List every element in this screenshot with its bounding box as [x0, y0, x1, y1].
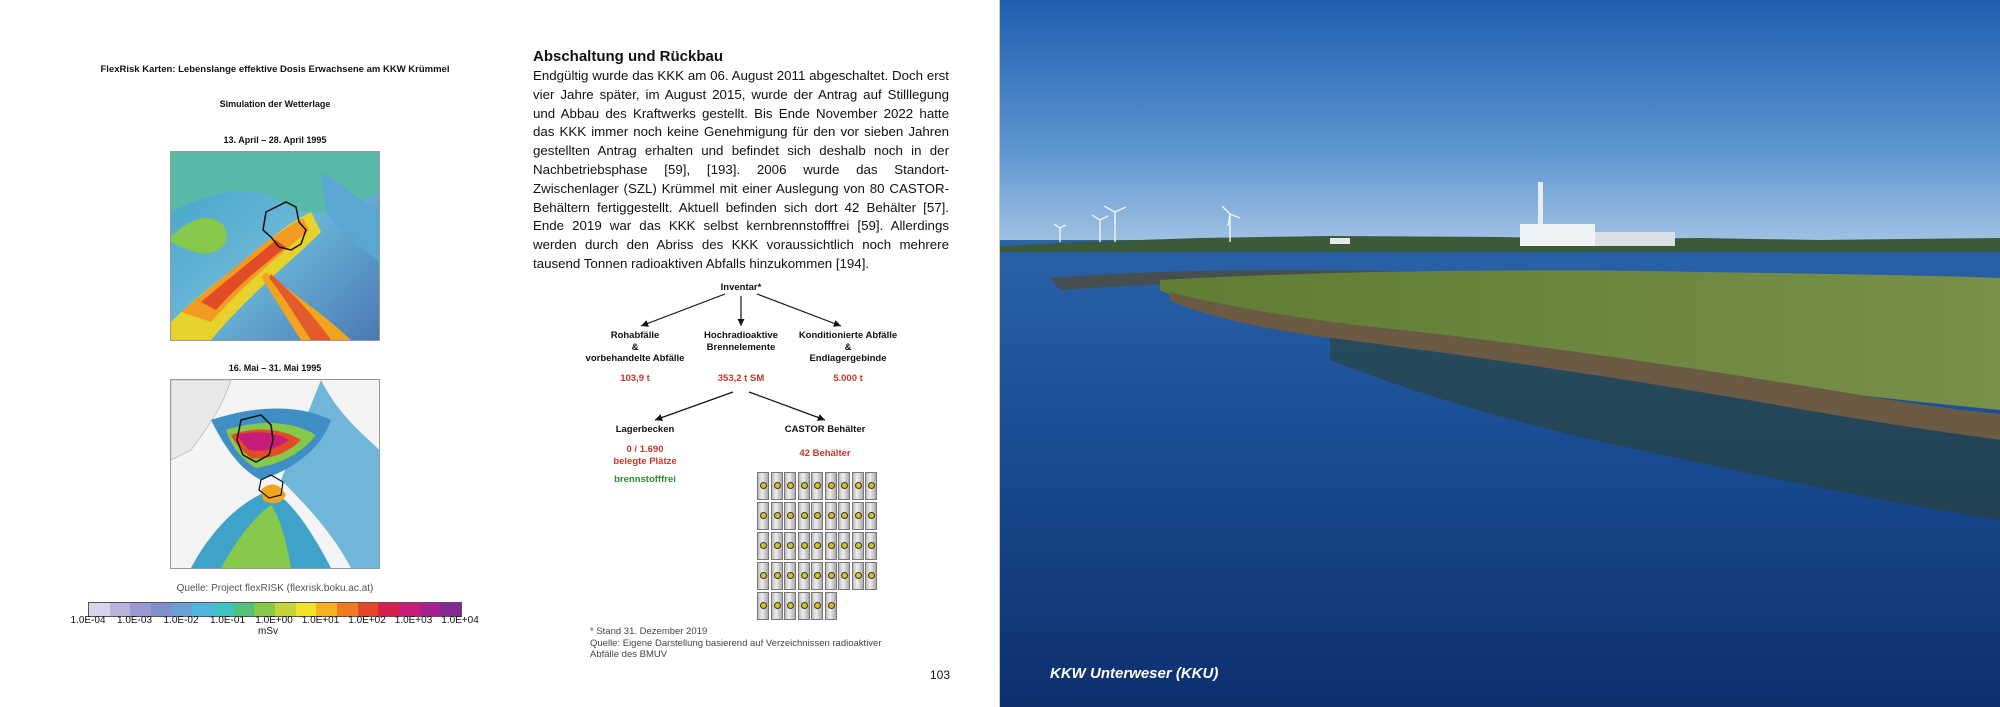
castor-cask-icon [757, 592, 769, 620]
castor-cask-icon [798, 532, 810, 560]
legend-tick-label: 1.0E-02 [163, 615, 199, 626]
cask-row [757, 472, 889, 500]
legend-ticks [68, 615, 488, 625]
legend-tick-label: 1.0E-04 [70, 615, 106, 626]
castor-cask-icon [757, 562, 769, 590]
map-panel-title: FlexRisk Karten: Lebenslange effektive Dosis Erwachsene am KKW Krümmel [100, 64, 450, 75]
castor-cask-icon [757, 472, 769, 500]
castor-cask-icon [852, 472, 864, 500]
legend-tick-label: 1.0E+03 [394, 615, 433, 626]
castor-cask-icon [865, 562, 877, 590]
diagram-branch-fuel: Hochradioaktive Brennelemente [704, 330, 778, 353]
inventory-diagram [585, 280, 905, 670]
castor-cask-icon [784, 592, 796, 620]
castor-cask-icon [784, 502, 796, 530]
legend-unit: mSv [258, 626, 278, 637]
castor-cask-icon [811, 592, 823, 620]
castor-cask-icon [757, 532, 769, 560]
castor-cask-icon [811, 532, 823, 560]
dose-map-april [170, 151, 380, 341]
map-source: Quelle: Project flexRISK (flexrisk.boku.ac.at) [176, 583, 374, 594]
castor-cask-icon [852, 502, 864, 530]
castor-cask-icon [771, 562, 783, 590]
castor-cask-icon [838, 472, 850, 500]
photo-caption: KKW Unterweser (KKU) [1050, 665, 1219, 682]
castor-cask-icon [771, 502, 783, 530]
castor-cask-icon [811, 502, 823, 530]
castor-cask-icon [757, 502, 769, 530]
castor-cask-icon [784, 562, 796, 590]
castor-cask-icon [825, 502, 837, 530]
castor-cask-icon [798, 502, 810, 530]
map-panel-subtitle: Simulation der Wetterlage [219, 99, 331, 109]
diagram-root: Inventar* [720, 282, 762, 293]
article-body: Endgültig wurde das KKK am 06. August 2011 abgeschaltet. Doch erst vier Jahre später, im August 2015, wurde der Antrag auf Stilllegung und Abbau des Kraftwerks gestellt. Bis Ende November 2022 hatte das KKK immer noch keine Genehmigung für den vor sieben Jahren gestellten Antrag erhalten und befindet sich deshalb noch in der Nachbetriebsphase [59], [193]. 2006 wurde das Standort-Zwischenlager (SZL) Krümmel mit einer Auslegung von 80 CASTOR-Behältern fertiggestellt. Aktuell befinden sich dort 42 Behälter [57]. Ende 2019 war das KKK selbst kernbrennstofffrei [59]. Allerdings werden durch den Abriss des KKK voraussichtlich noch mehrere tausend Tonnen radioaktiven Abfalls hinzukommen [194]. [533, 68, 949, 271]
castor-cask-icon [852, 532, 864, 560]
page-number: 103 [930, 668, 951, 682]
footnote-source: Quelle: Eigene Darstellung basierend auf Verzeichnissen radioaktiver Abfälle des BMUV [590, 637, 882, 660]
diagram-branch-fuel-value: 353,2 t SM [717, 373, 765, 384]
castor-cask-icon [798, 562, 810, 590]
castor-cask-icon [825, 562, 837, 590]
legend-tick-label: 1.0E-03 [116, 615, 153, 626]
castor-cask-icon [852, 562, 864, 590]
castor-cask-icon [865, 502, 877, 530]
castor-cask-icon [784, 472, 796, 500]
legend-tick-label: 1.0E+00 [255, 615, 293, 626]
castor-cask-grid [757, 472, 889, 622]
legend-tick-label: 1.0E+04 [441, 615, 479, 626]
footnote-date: * Stand 31. Dezember 2019 [590, 626, 708, 637]
castor-cask-icon [838, 562, 850, 590]
castor-cask-icon [865, 532, 877, 560]
diagram-branch-conditioned-value: 5.000 t [833, 373, 863, 384]
castor-cask-icon [784, 532, 796, 560]
castor-cask-icon [865, 472, 877, 500]
map-date-april: 13. April – 28. April 1995 [223, 135, 327, 145]
castor-cask-icon [838, 532, 850, 560]
castor-cask-icon [798, 472, 810, 500]
cask-row [757, 532, 889, 560]
diagram-footnote [590, 626, 910, 661]
legend-tick-label: 1.0E-01 [209, 615, 246, 626]
castor-cask-icon [771, 532, 783, 560]
diagram-branch-conditioned: Konditionierte Abfälle & Endlagergebinde [798, 330, 898, 364]
legend-tick-label: 1.0E+01 [301, 615, 340, 626]
diagram-sub-pool-status: brennstofffrei [614, 474, 676, 485]
castor-cask-icon [838, 502, 850, 530]
castor-cask-icon [811, 562, 823, 590]
map-date-may: 16. Mai – 31. Mai 1995 [228, 363, 322, 373]
diagram-sub-pool-value: 0 / 1.690 belegte Plätze [613, 444, 677, 467]
castor-cask-icon [825, 532, 837, 560]
right-page [1000, 0, 2000, 707]
cask-row [757, 592, 889, 620]
river-landscape-photo [1000, 0, 2000, 707]
castor-cask-icon [798, 592, 810, 620]
cask-row [757, 562, 889, 590]
diagram-branch-raw-waste-value: 103,9 t [620, 373, 650, 384]
cask-row [757, 502, 889, 530]
castor-cask-icon [771, 592, 783, 620]
flexrisk-map-panel [60, 60, 490, 569]
article-column [533, 48, 949, 274]
castor-cask-icon [825, 472, 837, 500]
article-heading: Abschaltung und Rückbau [533, 48, 724, 65]
castor-cask-icon [771, 472, 783, 500]
diagram-sub-castor: CASTOR Behälter [784, 424, 866, 435]
diagram-branch-raw-waste: Rohabfälle & vorbehandelte Abfälle [585, 330, 685, 364]
castor-cask-icon [811, 472, 823, 500]
diagram-sub-pool: Lagerbecken [615, 424, 675, 435]
legend-tick-label: 1.0E+02 [348, 615, 386, 626]
diagram-sub-castor-value: 42 Behälter [799, 448, 851, 459]
castor-cask-icon [825, 592, 837, 620]
dose-map-may [170, 379, 380, 569]
